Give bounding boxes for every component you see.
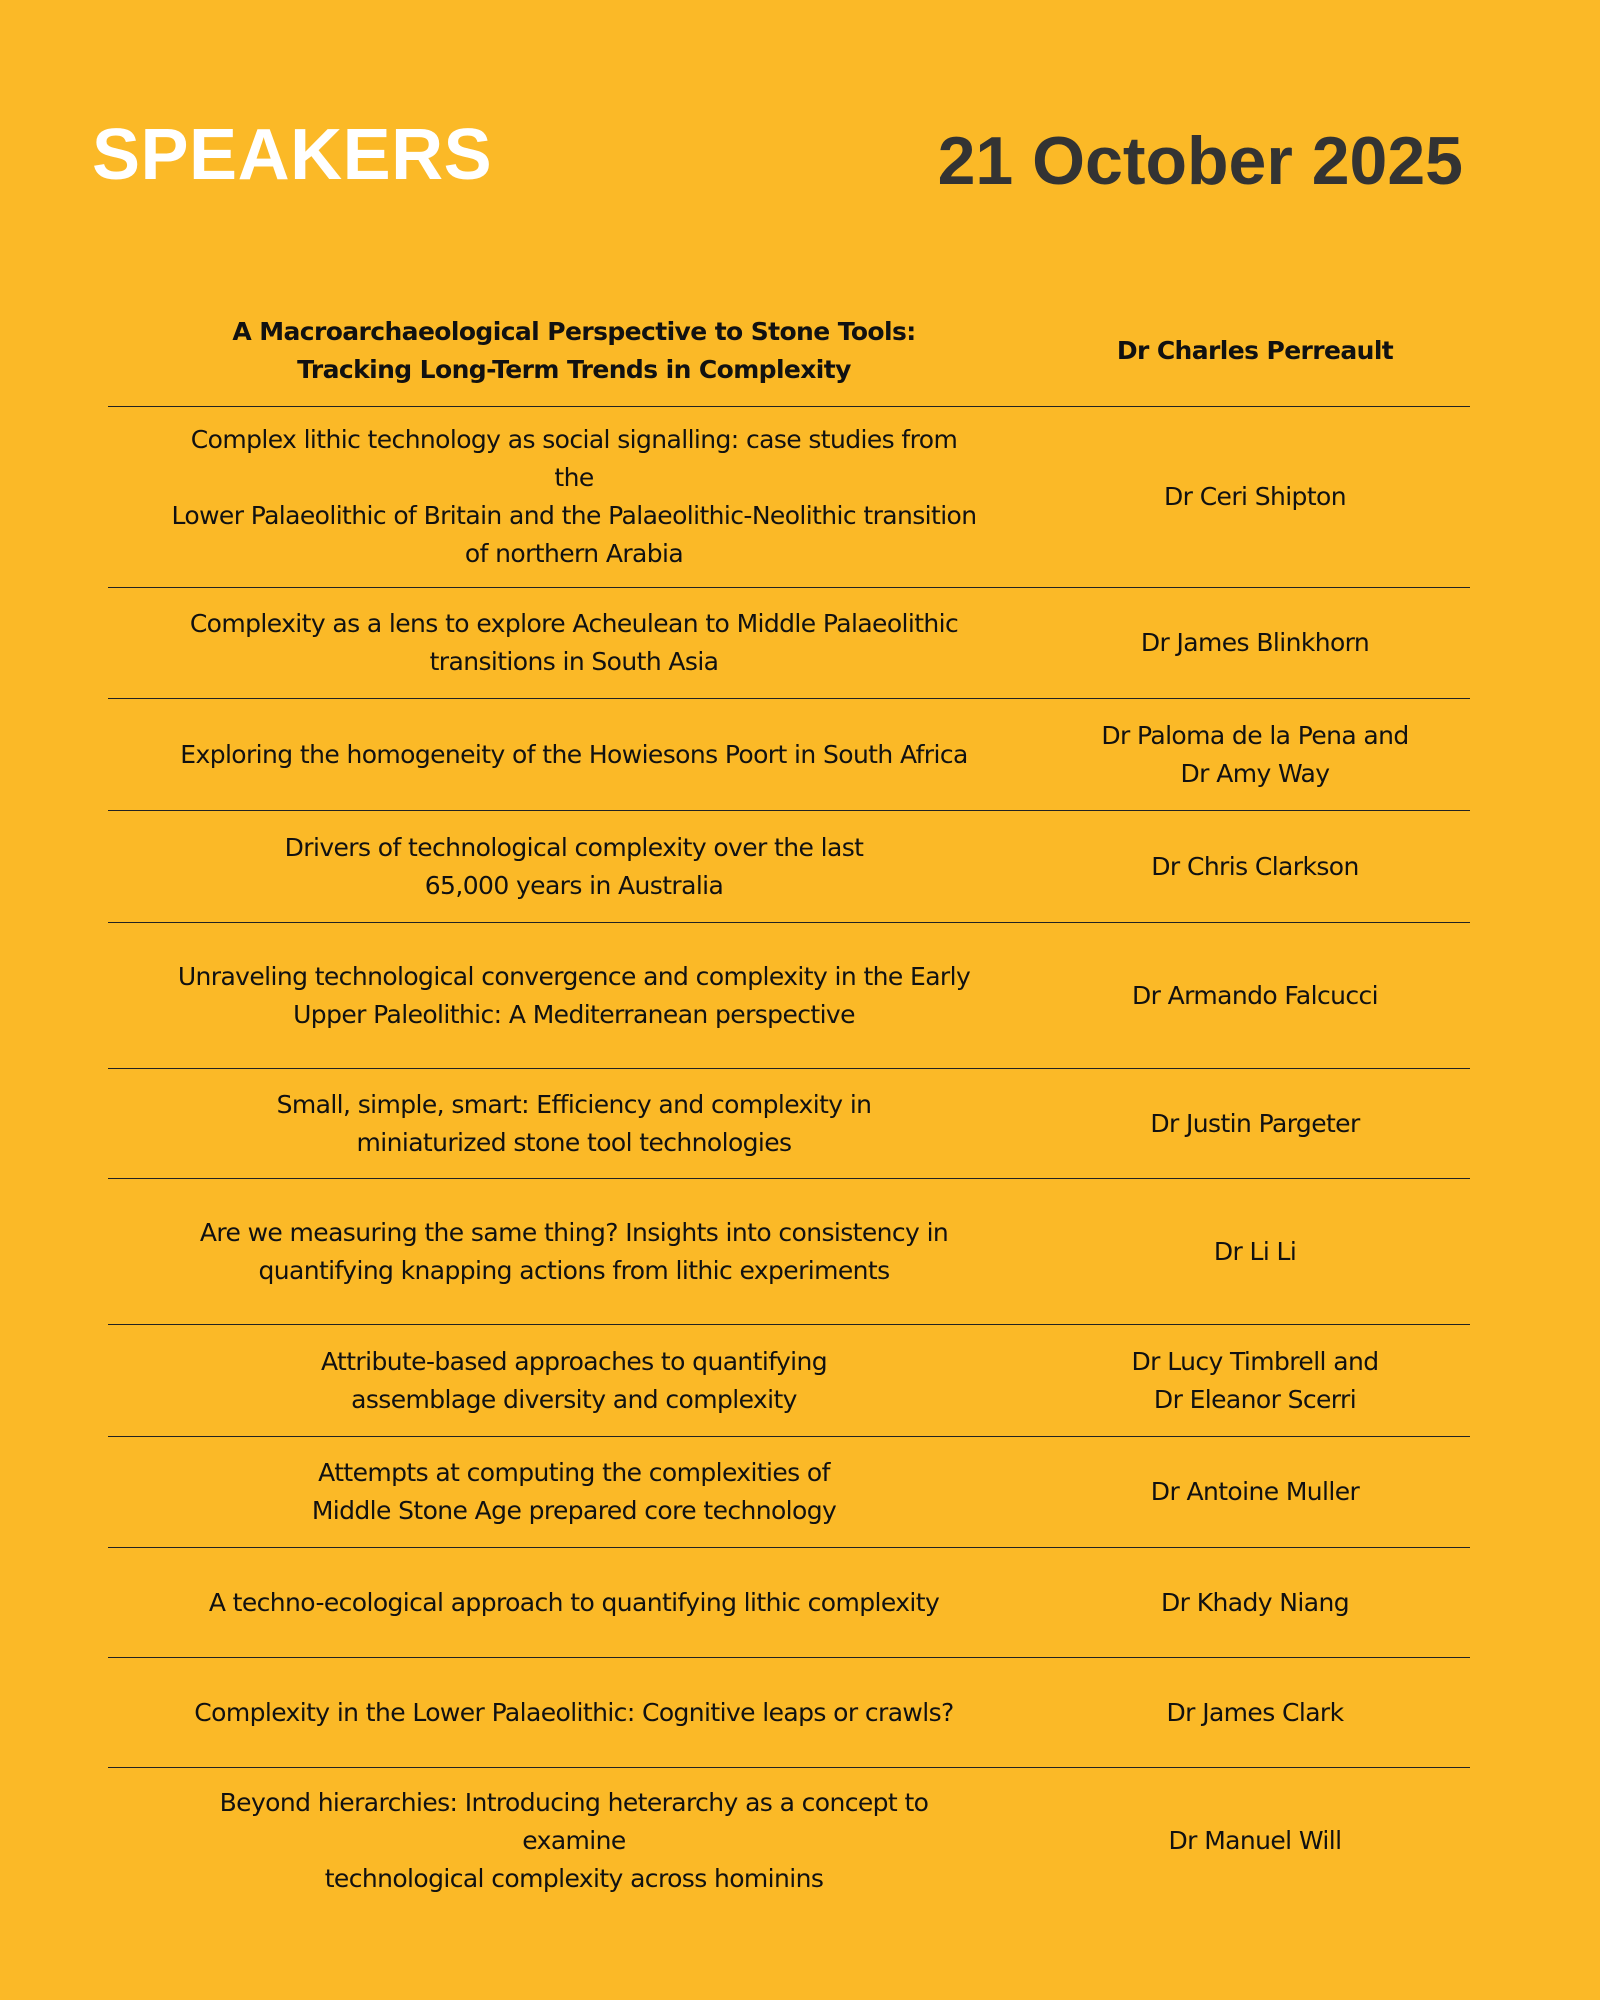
talk-title-line: technological complexity across hominins	[324, 1863, 824, 1893]
talk-title	[108, 736, 1040, 774]
talk-title-line: A Macroarchaeological Perspective to Stone Tools:	[232, 316, 916, 346]
speaker-name-line: Dr Khady Niang	[1161, 1587, 1349, 1617]
talk-row	[108, 1548, 1470, 1658]
talk-title	[108, 1784, 1040, 1898]
speaker-name-line: Dr Chris Clarkson	[1151, 851, 1359, 881]
speaker-name-line: Dr Antoine Muller	[1150, 1477, 1360, 1506]
talk-title	[108, 313, 1040, 389]
speaker-name-line: Dr Charles Perreault	[1116, 335, 1394, 365]
talk-title	[108, 1584, 1040, 1622]
talk-title-line: quantifying knapping actions from lithic experiments	[258, 1255, 890, 1285]
talk-title	[108, 1454, 1040, 1530]
talk-title-line: Small, simple, smart: Efficiency and complexity in	[276, 1089, 872, 1119]
talk-row	[108, 811, 1470, 923]
talk-title	[108, 421, 1040, 573]
speaker-name-line: Dr Justin Pargeter	[1150, 1108, 1360, 1138]
speaker-name-line: Dr Amy Way	[1180, 758, 1330, 788]
talk-title-line: 65,000 years in Australia	[424, 870, 724, 900]
talk-title	[108, 829, 1040, 905]
talk-row	[108, 588, 1470, 699]
speaker-name	[1040, 1343, 1470, 1419]
speaker-name-line: Dr Eleanor Scerri	[1153, 1384, 1357, 1414]
talk-row	[108, 407, 1470, 588]
talk-title	[108, 605, 1040, 681]
talk-title-line: Middle Stone Age prepared core technology	[311, 1496, 837, 1525]
speaker-name-line: Dr Manuel Will	[1168, 1825, 1342, 1855]
speaker-name	[1040, 1473, 1470, 1511]
event-date: 21 October 2025	[937, 123, 1463, 199]
talk-title-line: transitions in South Asia	[429, 647, 719, 676]
talk-title-line: assemblage diversity and complexity	[351, 1384, 797, 1414]
speaker-name-line: Dr Paloma de la Pena and	[1101, 720, 1409, 750]
talk-title-line: Lower Palaeolithic of Britain and the Palaeolithic-Neolithic transition	[171, 501, 977, 530]
speaker-name	[1040, 1584, 1470, 1622]
speaker-schedule	[108, 295, 1470, 1913]
speaker-name	[1040, 1822, 1470, 1860]
speaker-name	[1040, 1105, 1470, 1143]
talk-title-line: Drivers of technological complexity over the last	[284, 832, 864, 862]
talk-title-line: Attempts at computing the complexities of	[318, 1458, 830, 1487]
speaker-name	[1040, 1233, 1470, 1271]
talk-row	[108, 699, 1470, 811]
talk-title-line: Unraveling technological convergence and complexity in the Early	[177, 961, 971, 991]
talk-row	[108, 1069, 1470, 1179]
talk-title-line: Complex lithic technology as social signalling: case studies from the	[190, 425, 958, 492]
talk-title-line: Complexity in the Lower Palaeolithic: Cognitive leaps or crawls?	[194, 1697, 954, 1727]
talk-row	[108, 295, 1470, 407]
talk-title-line: of northern Arabia	[464, 539, 684, 568]
talk-title	[108, 1694, 1040, 1732]
speaker-name	[1040, 717, 1470, 793]
talk-row	[108, 1179, 1470, 1325]
speaker-name	[1040, 624, 1470, 662]
talk-title	[108, 1214, 1040, 1290]
talk-title-line: Upper Paleolithic: A Mediterranean perspective	[293, 999, 855, 1029]
talk-row	[108, 1437, 1470, 1548]
talk-row	[108, 1658, 1470, 1768]
talk-title-line: Tracking Long-Term Trends in Complexity	[297, 354, 851, 384]
talk-title	[108, 1086, 1040, 1162]
speaker-name-line: Dr Lucy Timbrell and	[1131, 1346, 1379, 1376]
talk-title	[108, 1343, 1040, 1419]
talk-title-line: Are we measuring the same thing? Insights into consistency in	[199, 1217, 949, 1247]
talk-title	[108, 958, 1040, 1034]
talk-row	[108, 1325, 1470, 1437]
talk-title-line: Exploring the homogeneity of the Howiesons Poort in South Africa	[180, 739, 968, 769]
speaker-name-line: Dr Ceri Shipton	[1164, 482, 1346, 511]
speaker-name	[1040, 1694, 1470, 1732]
speaker-name-line: Dr Armando Falcucci	[1131, 980, 1379, 1010]
talk-title-line: miniaturized stone tool technologies	[356, 1127, 792, 1157]
speaker-name-line: Dr James Blinkhorn	[1140, 628, 1370, 657]
talk-title-line: Beyond hierarchies: Introducing heterarchy as a concept to examine	[219, 1787, 929, 1855]
talk-title-line: A techno-ecological approach to quantifying lithic complexity	[208, 1587, 940, 1617]
speaker-name	[1040, 848, 1470, 886]
talk-row	[108, 1768, 1470, 1913]
page-title: SPEAKERS	[92, 115, 493, 195]
speaker-name	[1040, 478, 1470, 516]
talk-title-line: Attribute-based approaches to quantifying	[320, 1346, 828, 1376]
speaker-name	[1040, 977, 1470, 1015]
talk-row	[108, 923, 1470, 1069]
talk-title-line: Complexity as a lens to explore Acheulean to Middle Palaeolithic	[189, 609, 959, 638]
speaker-name-line: Dr Li Li	[1213, 1236, 1297, 1266]
speaker-name	[1040, 332, 1470, 370]
speaker-name-line: Dr James Clark	[1166, 1697, 1344, 1727]
